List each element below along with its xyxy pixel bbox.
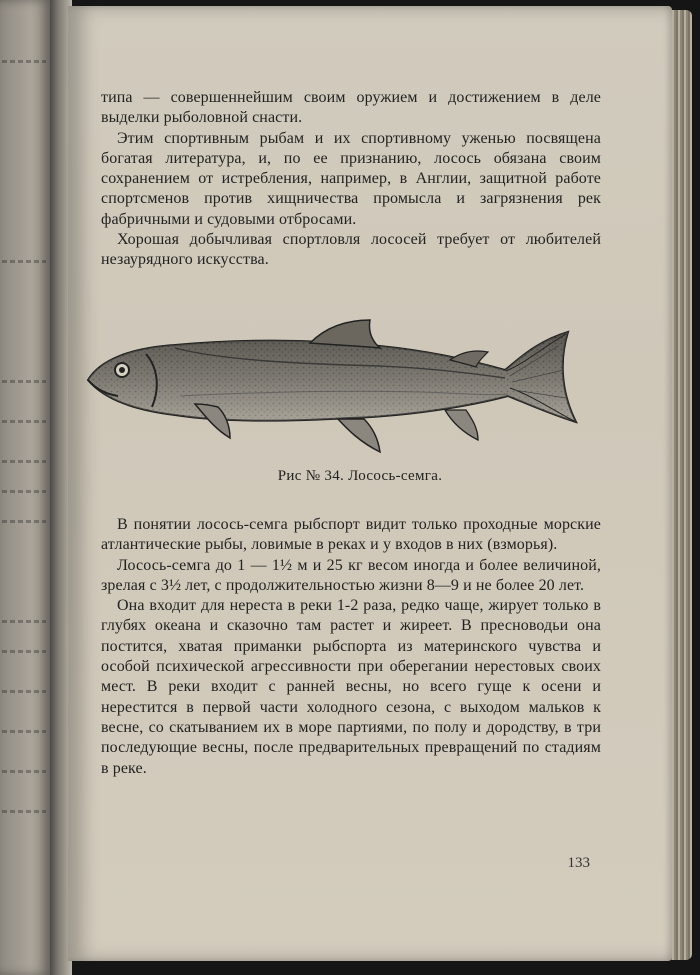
figure-caption: Рис № 34. Лосось-семга. (277, 468, 443, 484)
page-number: 133 (567, 855, 590, 871)
left-page-edge (0, 0, 50, 975)
paragraph-skill: Хорошая добычливая спортловля лососей требует от любителей незаурядного искусства. (101, 231, 601, 269)
salmon-illustration (80, 318, 590, 463)
left-page-fragment (2, 650, 46, 653)
page-stack-edge (670, 10, 692, 960)
paragraph-spawning: Она входит для нереста в реки 1-2 раза, редко чаще, жирует только в глубях океана и сказочно там растет и жиреет. В пресноводьи она постится, хватая приманки рыбспорта из материнского чувства и особой психической агрессивности при оберегании нерестовых своих мест. В реки входит с ранней весны, но всего гуще к осени и нерестится в первой части холодного сезона, с выходом мальков к весне, со скатыванием их в море партиями, по полу и дородству, в три последующие весны, после предварительных превращений по стадиям в реке. (101, 597, 601, 777)
paragraph-literature: Этим спортивным рыбам и их спортивному уженью посвящена богатая литература, и, по ее признанию, лосось обязана своим сохранением от истребления, например, в Англии, защитной работе спортсменов против хищничества промысла и загрязнения рек фабричными и судовыми отбросами. (101, 129, 601, 228)
left-page-fragment (2, 60, 46, 63)
bottom-text-block (101, 515, 601, 779)
left-page-fragment (2, 770, 46, 773)
left-page-fragment (2, 690, 46, 693)
left-page-fragment (2, 810, 46, 813)
paragraph-size: Лосось-семга до 1 — 1½ м и 25 кг весом иногда и более величиной, зрелая с 3½ лет, с продолжительностью жизни 8—9 и не более 20 лет. (101, 556, 601, 594)
left-page-fragment (2, 620, 46, 623)
salmon-icon (80, 318, 590, 463)
paragraph-definition: В понятии лосось-семга рыбспорт видит только проходные морские атлантические рыбы, ловимые в реках и у входов в них (взморья). (101, 516, 601, 554)
left-page-fragment (2, 730, 46, 733)
top-text-block (101, 88, 601, 271)
paragraph-continued: типа — совершеннейшим своим оружием и достижением в деле выделки рыболовной снасти. (101, 89, 601, 127)
left-page-fragment (2, 420, 46, 423)
left-page-fragment (2, 490, 46, 493)
left-page-fragment (2, 380, 46, 383)
left-page-fragment (2, 520, 46, 523)
left-page-fragment (2, 260, 46, 263)
left-page-fragment (2, 460, 46, 463)
